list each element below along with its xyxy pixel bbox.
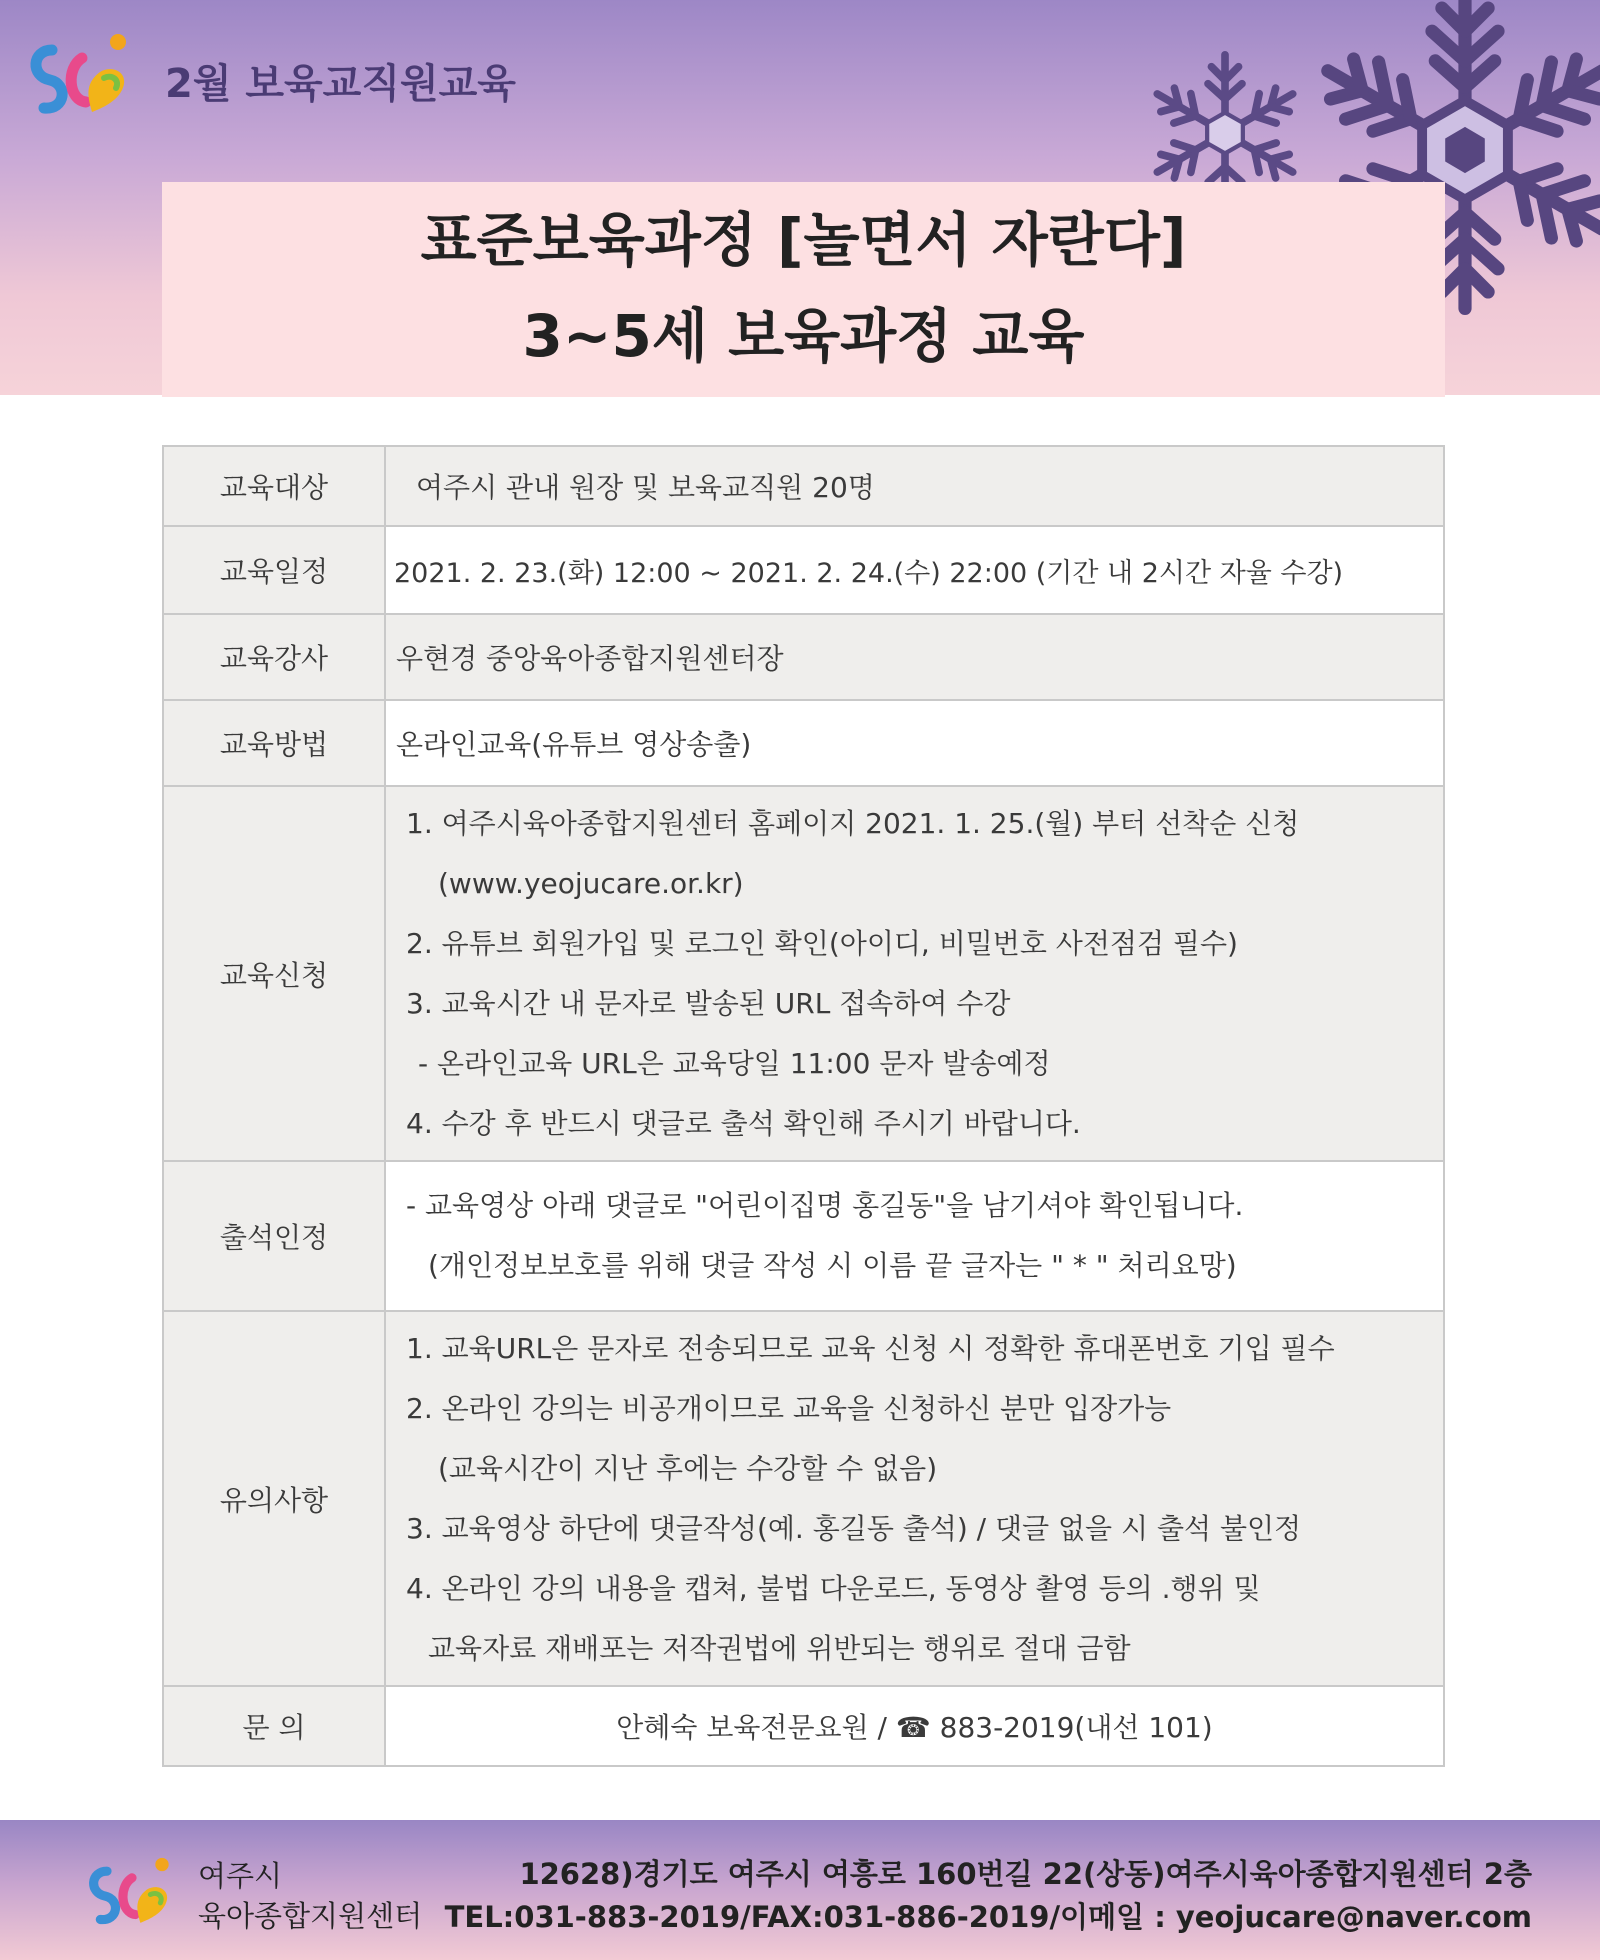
table-row-inquiry <box>163 1686 1444 1766</box>
row-value-list <box>385 1311 1444 1686</box>
table-row-method <box>163 700 1444 786</box>
list-item: 4. 수강 후 반드시 댓글로 출석 확인해 주시기 바랍니다. <box>406 1106 1081 1140</box>
table-row-instructor <box>163 614 1444 700</box>
inquiry-contact: 안혜숙 보육전문요원 / ☎ 883-2019(내선 101) <box>385 1686 1444 1766</box>
list-item: 1. 교육URL은 문자로 전송되므로 교육 신청 시 정확한 휴대폰번호 기입 필수 <box>406 1331 1335 1365</box>
list-item: (교육시간이 지난 후에는 수강할 수 없음) <box>438 1451 938 1485</box>
list-item: 3. 교육영상 하단에 댓글작성(예. 홍길동 출석) / 댓글 없을 시 출석 불인정 <box>406 1511 1302 1545</box>
table-row-schedule <box>163 526 1444 614</box>
course-title-box <box>162 182 1445 397</box>
table-row-attendance <box>163 1161 1444 1311</box>
list-item-link: (www.yeojucare.or.kr) <box>438 866 744 900</box>
footer-org-name <box>198 1856 422 1936</box>
table-row-target <box>163 446 1444 526</box>
footer-contact-block <box>445 1853 1532 1939</box>
row-label: 교육신청 <box>163 786 385 1161</box>
list-item: - 교육영상 아래 댓글로 "어린이집명 홍길동"을 남기셔야 확인됩니다. <box>406 1189 1244 1222</box>
list-item: 2. 유튜브 회원가입 및 로그인 확인(아이디, 비밀번호 사전점검 필수) <box>406 926 1238 960</box>
footer-org-line2: 육아종합지원센터 <box>198 1899 423 1933</box>
row-label: 교육일정 <box>163 526 385 614</box>
row-label: 문 의 <box>163 1686 385 1766</box>
list-item: 교육자료 재배포는 저작권법에 위반되는 행위로 절대 금함 <box>428 1631 1131 1665</box>
logo-icon <box>22 28 142 128</box>
row-value: 2021. 2. 23.(화) 12:00 ~ 2021. 2. 24.(수) 22:00 (기간 내 2시간 자율 수강) <box>385 526 1444 614</box>
table-row-application <box>163 786 1444 1161</box>
course-title-line1: 표준보육과정 [놀면서 자란다] <box>420 206 1187 274</box>
footer-phone-email: TEL:031-883-2019/FAX:031-886-2019/이메일 : yeojucare@naver.com <box>444 1900 1532 1934</box>
row-label: 교육강사 <box>163 614 385 700</box>
table-row-notes <box>163 1311 1444 1686</box>
course-info-table <box>162 445 1445 1767</box>
row-label: 교육방법 <box>163 700 385 786</box>
row-label: 유의사항 <box>163 1311 385 1686</box>
list-item: 1. 여주시육아종합지원센터 홈페이지 2021. 1. 25.(월) 부터 선착순 신청 <box>406 806 1300 840</box>
row-value: 우현경 중앙육아종합지원센터장 <box>385 614 1444 700</box>
logo-icon <box>82 1852 182 1937</box>
list-item: 4. 온라인 강의 내용을 캡쳐, 불법 다운로드, 동영상 촬영 등의 .행위 및 <box>406 1571 1261 1605</box>
page-header-title: 2월 보육교직원교육 <box>165 61 516 107</box>
footer-address: 12628)경기도 여주시 여흥로 160번길 22(상동)여주시육아종합지원센터 2층 <box>519 1857 1532 1891</box>
row-label: 출석인정 <box>163 1161 385 1311</box>
row-label: 교육대상 <box>163 446 385 526</box>
row-value: 여주시 관내 원장 및 보육교직원 20명 <box>385 446 1444 526</box>
footer-org-line1: 여주시 <box>198 1859 283 1893</box>
row-value-list <box>385 1161 1444 1311</box>
list-item: (개인정보보호를 위해 댓글 작성 시 이름 끝 글자는 " * " 처리요망) <box>428 1249 1237 1282</box>
list-item: 3. 교육시간 내 문자로 발송된 URL 접속하여 수강 <box>406 986 1011 1020</box>
list-item: - 온라인교육 URL은 교육당일 11:00 문자 발송예정 <box>418 1046 1051 1080</box>
row-value-list <box>385 786 1444 1161</box>
list-item: 2. 온라인 강의는 비공개이므로 교육을 신청하신 분만 입장가능 <box>406 1391 1172 1425</box>
course-title-line2: 3~5세 보육과정 교육 <box>522 302 1085 370</box>
row-value: 온라인교육(유튜브 영상송출) <box>385 700 1444 786</box>
